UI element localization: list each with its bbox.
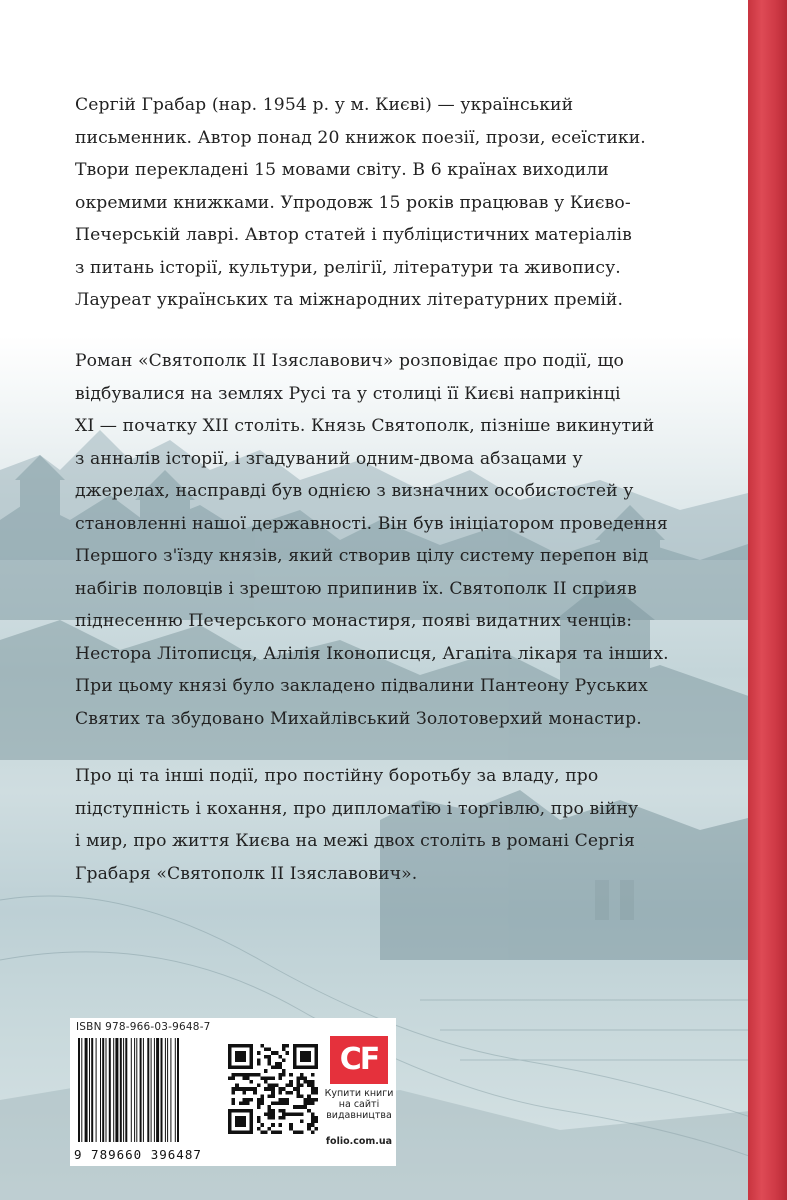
text-line: Лауреат українських та міжнародних літературних премій. xyxy=(75,290,624,310)
text-line: підступність і кохання, про дипломатію і торгівлю, про війну xyxy=(75,798,639,819)
book-summary xyxy=(75,760,715,890)
red-spine-edge xyxy=(748,0,787,1200)
text-line: Грабаря «Святополк ІІ Ізяславович». xyxy=(75,863,418,884)
barcode xyxy=(74,1038,226,1146)
text-line: Першого з'їзду князів, який створив цілу систему перепон від xyxy=(75,546,649,566)
qr-code[interactable] xyxy=(228,1044,318,1134)
text-line: Про ці та інші події, про постійну боротьбу за владу, про xyxy=(75,766,599,786)
promo-url[interactable]: folio.com.ua xyxy=(325,1136,393,1147)
text-line: XI — початку XII століть. Князь Святополк, пізніше викинутий xyxy=(75,416,655,436)
text-line: з питань історії, культури, релігії, літератури та живопису. xyxy=(75,257,621,278)
text-line: Печерській лаврі. Автор статей і публіцистичних матеріалів xyxy=(75,225,632,245)
isbn-label: ISBN 978-966-03-9648-7 xyxy=(76,1021,211,1033)
text-line: Твори перекладені 15 мовами світу. В 6 країнах виходили xyxy=(75,160,609,180)
text-line: набігів половців і зрештою припинив їх. Святополк ІІ сприяв xyxy=(75,578,637,599)
text-line: окремими книжками. Упродовж 15 років працював у Києво- xyxy=(75,192,631,213)
text-line: джерелах, насправді був однією з визначних особистостей у xyxy=(75,481,634,501)
text-line: письменник. Автор понад 20 книжок поезії, прози, есеїстики. xyxy=(75,127,646,148)
text-line: становленні нашої державності. Він був ініціатором проведення xyxy=(75,513,668,534)
text-line: Святих та збудовано Михайлівський Золотоверхий монастир. xyxy=(75,708,642,729)
text-line: і мир, про життя Києва на межі двох століть в романі Сергія xyxy=(75,831,635,851)
barcode-number: 9 789660 396487 xyxy=(74,1147,202,1162)
text-line: піднесенню Печерського монастиря, появі видатних ченців: xyxy=(75,611,633,631)
publisher-logo: CF xyxy=(330,1036,388,1084)
text-line: Роман «Святополк ІІ Ізяславович» розповідає про події, що xyxy=(75,351,624,371)
barcode-panel xyxy=(70,1018,396,1166)
promo-text: Купити книги на сайті видавництва xyxy=(324,1088,394,1121)
book-description xyxy=(75,345,715,735)
text-line: Сергій Грабар (нар. 1954 р. у м. Києві) — український xyxy=(75,95,574,115)
text-line: Нестора Літописця, Алілія Іконописця, Агапіта лікаря та інших. xyxy=(75,643,669,664)
text-line: При цьому князі було закладено підвалини Пантеону Руських xyxy=(75,676,648,696)
author-biography xyxy=(75,89,715,317)
text-line: відбувалися на землях Русі та у столиці її Києві наприкінці xyxy=(75,383,621,404)
text-line: з анналів історії, і згадуваний одним-двома абзацами у xyxy=(75,448,583,469)
